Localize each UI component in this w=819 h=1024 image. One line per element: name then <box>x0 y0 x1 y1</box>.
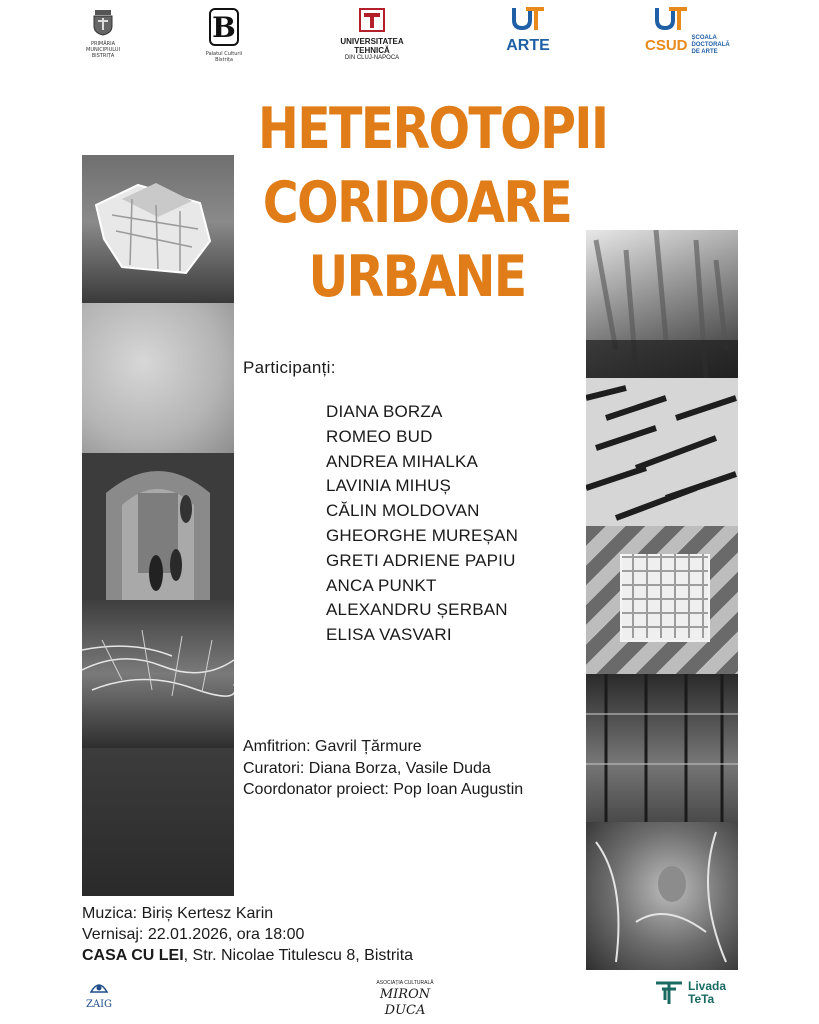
participant-name: ELISA VASVARI <box>326 625 452 645</box>
artwork-hatched-lines <box>586 378 738 526</box>
csud-line-2: DOCTORALĂ <box>691 42 730 48</box>
music-credit: Muzica: Biriș Kertesz Karin <box>82 905 274 922</box>
coat-of-arms-icon <box>92 8 114 36</box>
poster-title <box>257 92 608 314</box>
arte-text: ARTE <box>506 37 550 54</box>
livada-t-icon <box>654 980 684 1006</box>
miron-duca-logo <box>360 980 450 1019</box>
artwork-abstract-strokes <box>586 230 738 378</box>
title-line-3: URBANE <box>308 244 526 310</box>
primaria-line-1: PRIMĂRIA <box>90 41 116 47</box>
participant-name: ROMEO BUD <box>326 426 433 446</box>
csud-emblem-icon <box>653 6 689 32</box>
participant-name: LAVINIA MIHUȘ <box>326 476 452 496</box>
credits-block <box>243 736 523 801</box>
livada-line-2: TeTa <box>688 992 715 1006</box>
utcn-line-2: TEHNICĂ <box>354 46 390 55</box>
venue-street: , Str. Nicolae Titulescu 8, Bistrita <box>183 947 414 964</box>
host-credit: Amfitrion: Gavril Țărmure <box>243 738 422 755</box>
ut-emblem-icon <box>510 6 546 32</box>
event-info <box>82 903 413 966</box>
title-line-1: HETEROTOPII <box>257 96 608 162</box>
primaria-line-3: BISTRIȚA <box>91 53 115 59</box>
svg-text:B: B <box>212 11 236 44</box>
artwork-branches-photo <box>82 600 234 748</box>
participant-name: GRETI ADRIENE PAPIU <box>326 550 516 570</box>
participants-list <box>326 400 518 648</box>
venue-address <box>82 945 413 966</box>
zaig-emblem-icon <box>89 980 109 994</box>
artwork-dark-panel <box>82 748 234 896</box>
utcn-emblem-icon <box>358 8 386 32</box>
artwork-interior-photo <box>586 674 738 822</box>
utcn-line-3: DIN CLUJ-NAPOCA <box>344 55 400 61</box>
opening-date: Vernisaj: 22.01.2026, ora 18:00 <box>82 926 305 943</box>
participant-name: DIANA BORZA <box>326 402 443 421</box>
curators-credit: Curatori: Diana Borza, Vasile Duda <box>243 759 491 777</box>
utcn-logo <box>330 8 414 62</box>
zaig-text: ZAIG <box>85 999 113 1010</box>
utcn-line-1: UNIVERSITATEA <box>340 37 404 46</box>
palatul-line-2: Bistrița <box>215 57 233 63</box>
ut-arte-logo <box>500 6 556 55</box>
artwork-figure-painting <box>586 822 738 970</box>
participants-label: Participanți: <box>243 358 336 377</box>
artwork-grid-sculpture <box>586 526 738 674</box>
miron-duca-text: MIRON DUCA <box>379 987 431 1018</box>
venue-name: CASA CU LEI <box>82 947 184 964</box>
csud-text: CSUD <box>645 37 688 54</box>
participant-name: GHEORGHE MUREȘAN <box>326 525 519 545</box>
zaig-logo <box>84 980 114 1010</box>
artwork-corridor-photo <box>82 453 234 600</box>
palatul-line-1: Palatul Culturii <box>205 51 243 57</box>
csud-line-1: ȘCOALA <box>691 35 717 41</box>
csud-line-3: DE ARTE <box>691 49 718 55</box>
palatul-b-icon <box>209 8 239 46</box>
participant-name: CĂLIN MOLDOVAN <box>326 501 480 521</box>
csud-logo <box>645 6 741 56</box>
participant-name: ALEXANDRU ȘERBAN <box>326 600 508 620</box>
primaria-logo <box>84 8 122 59</box>
artwork-plaster-wall-photo <box>82 303 234 453</box>
primaria-line-2: MUNICIPIULUI <box>86 47 120 53</box>
title-line-2: CORIDOARE <box>262 170 572 236</box>
palatul-culturii-logo <box>204 8 244 63</box>
livada-teta-logo <box>654 980 736 1006</box>
miron-duca-top: ASOCIAȚIA CULTURALĂ <box>376 980 434 986</box>
participant-name: ANDREA MIHALKA <box>326 451 479 471</box>
participant-name: ANCA PUNKT <box>326 575 437 595</box>
coordinator-credit: Coordonator proiect: Pop Ioan Augustin <box>243 781 524 798</box>
artwork-sculpture-photo <box>82 155 234 303</box>
livada-line-1: Livada <box>688 979 727 993</box>
